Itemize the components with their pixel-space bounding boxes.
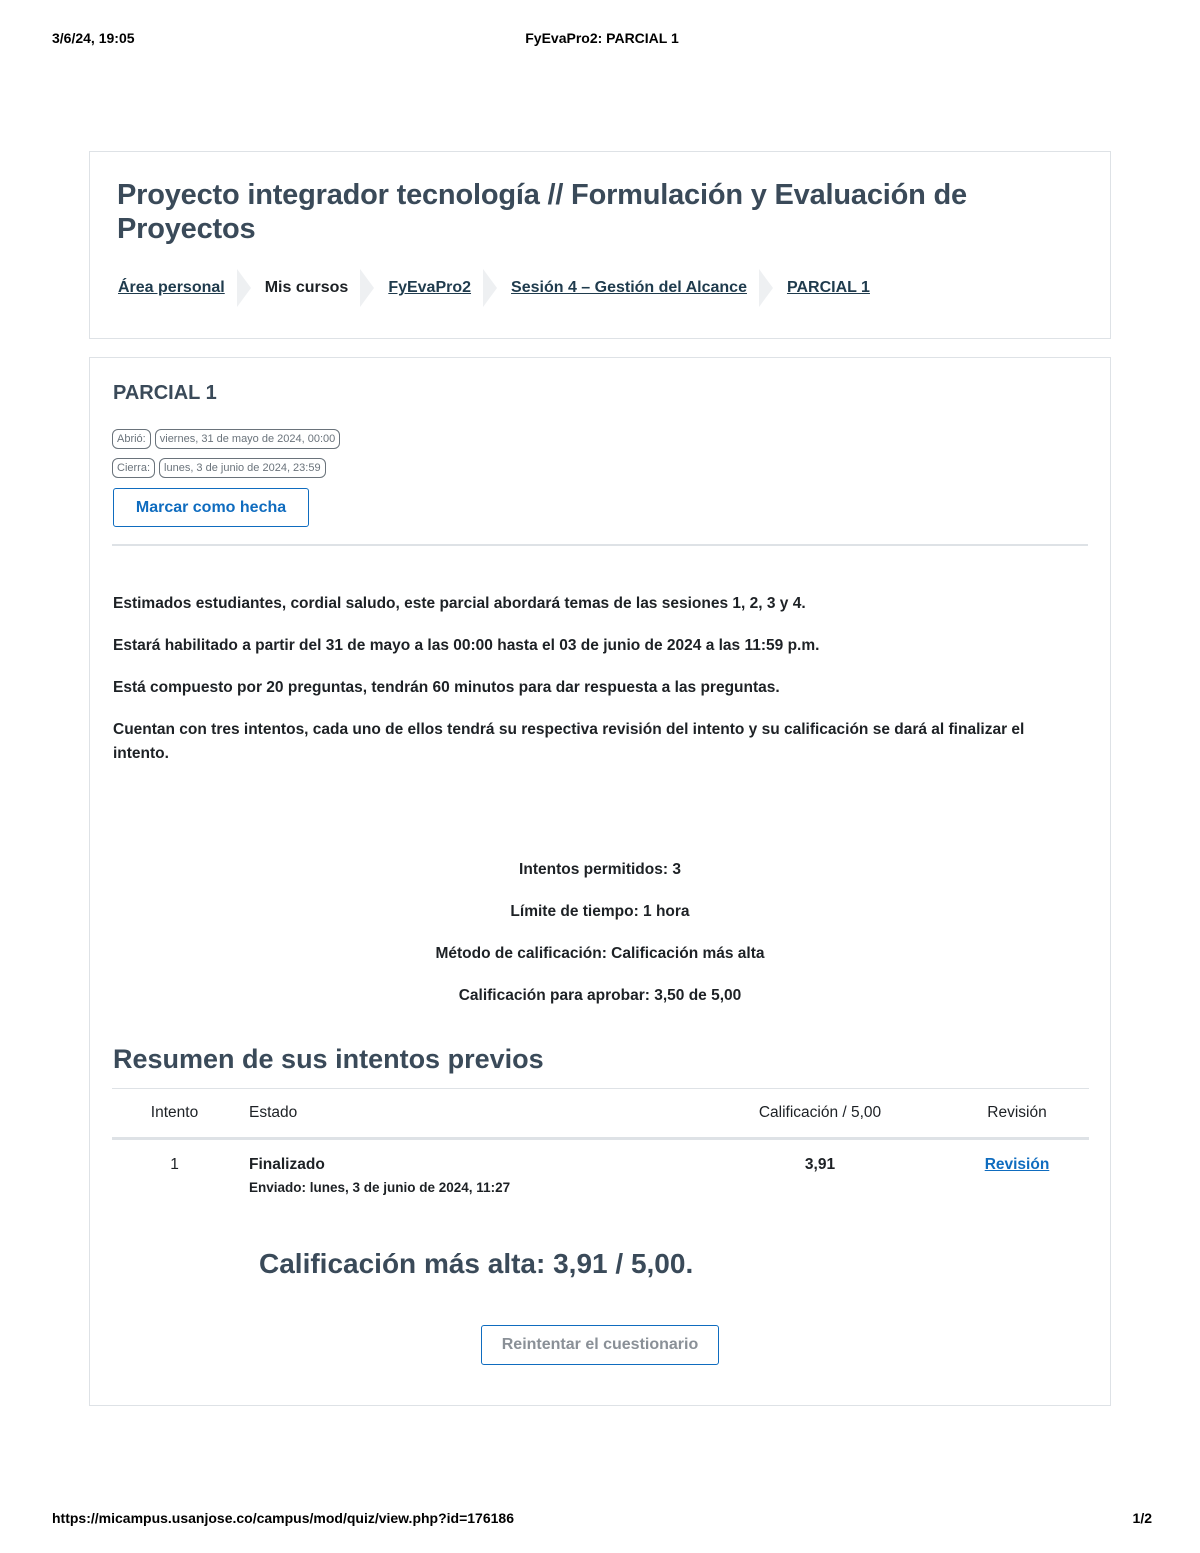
intro-paragraph: Estimados estudiantes, cordial saludo, este parcial abordará temas de las sesiones 1, 2, 3 y 4. bbox=[113, 595, 806, 612]
print-page-number: 1/2 bbox=[1132, 1510, 1152, 1526]
breadcrumb-separator-icon bbox=[360, 269, 374, 307]
grading-method: Método de calificación: Calificación más alta bbox=[435, 945, 765, 962]
intro-paragraph: Está compuesto por 20 preguntas, tendrán 60 minutos para dar respuesta a las preguntas. bbox=[113, 679, 780, 696]
attempt-review-cell bbox=[967, 1156, 1067, 1174]
attempts-summary-title: Resumen de sus intentos previos bbox=[113, 1044, 544, 1074]
breadcrumb-separator-icon bbox=[483, 269, 497, 307]
highest-grade: Calificación más alta: 3,91 / 5,00. bbox=[259, 1248, 694, 1279]
print-datetime: 3/6/24, 19:05 bbox=[52, 30, 135, 46]
activity-title: PARCIAL 1 bbox=[113, 382, 217, 404]
opens-value: viernes, 31 de mayo de 2024, 00:00 bbox=[155, 429, 341, 449]
intro-paragraph: Estará habilitado a partir del 31 de mayo a las 00:00 hasta el 03 de junio de 2024 a las 11:59 p.m. bbox=[113, 637, 820, 654]
closes-value: lunes, 3 de junio de 2024, 23:59 bbox=[159, 458, 326, 478]
header-state: Estado bbox=[249, 1104, 298, 1121]
attempts-allowed: Intentos permitidos: 3 bbox=[519, 861, 681, 878]
closes-date-row bbox=[112, 458, 326, 478]
quiz-info bbox=[90, 858, 1110, 1026]
breadcrumb-activity[interactable]: PARCIAL 1 bbox=[786, 279, 870, 296]
header-attempt: Intento bbox=[150, 1104, 199, 1121]
print-url: https://micampus.usanjose.co/campus/mod/quiz/view.php?id=176186 bbox=[52, 1510, 514, 1526]
attempt-submitted-date: Enviado: lunes, 3 de junio de 2024, 11:27 bbox=[249, 1180, 511, 1195]
opens-date-row bbox=[112, 429, 340, 449]
opens-label: Abrió: bbox=[112, 429, 151, 449]
intro-paragraph: Cuentan con tres intentos, cada uno de ellos tendrá su respectiva revisión del intento y su calificación se dará al finalizar el intento. bbox=[113, 721, 1025, 762]
page-header-card bbox=[89, 151, 1111, 339]
time-limit: Límite de tiempo: 1 hora bbox=[510, 903, 690, 920]
mark-as-done-button[interactable]: Marcar como hecha bbox=[113, 488, 309, 527]
header-grade: Calificación / 5,00 bbox=[758, 1104, 882, 1121]
table-row bbox=[112, 1140, 1089, 1220]
breadcrumb-section[interactable]: Sesión 4 – Gestión del Alcance bbox=[511, 279, 747, 296]
review-link[interactable]: Revisión bbox=[984, 1156, 1050, 1173]
quiz-main-card bbox=[89, 357, 1111, 1406]
print-header bbox=[52, 30, 1152, 50]
quiz-intro bbox=[113, 592, 1053, 784]
breadcrumb-separator-icon bbox=[237, 269, 251, 307]
breadcrumb-mis-cursos: Mis cursos bbox=[264, 279, 349, 296]
print-document-title: FyEvaPro2: PARCIAL 1 bbox=[525, 30, 679, 46]
attempt-grade: 3,91 bbox=[804, 1156, 836, 1173]
divider bbox=[112, 544, 1088, 546]
breadcrumb-course[interactable]: FyEvaPro2 bbox=[388, 279, 472, 296]
attempt-state-label: Finalizado bbox=[249, 1156, 325, 1173]
attempts-table bbox=[112, 1088, 1089, 1220]
retry-quiz-button[interactable]: Reintentar el cuestionario bbox=[481, 1325, 719, 1365]
breadcrumb-area-personal[interactable]: Área personal bbox=[118, 279, 225, 296]
attempt-number: 1 bbox=[170, 1156, 179, 1173]
header-review: Revisión bbox=[987, 1104, 1047, 1121]
print-footer bbox=[52, 1510, 1152, 1530]
attempt-state bbox=[249, 1156, 510, 1195]
pass-grade: Calificación para aprobar: 3,50 de 5,00 bbox=[458, 987, 742, 1004]
breadcrumb bbox=[118, 268, 870, 308]
attempts-table-header bbox=[112, 1089, 1089, 1140]
course-title: Proyecto integrador tecnología // Formulación y Evaluación de Proyectos bbox=[117, 179, 967, 245]
closes-label: Cierra: bbox=[112, 458, 155, 478]
breadcrumb-separator-icon bbox=[759, 269, 773, 307]
